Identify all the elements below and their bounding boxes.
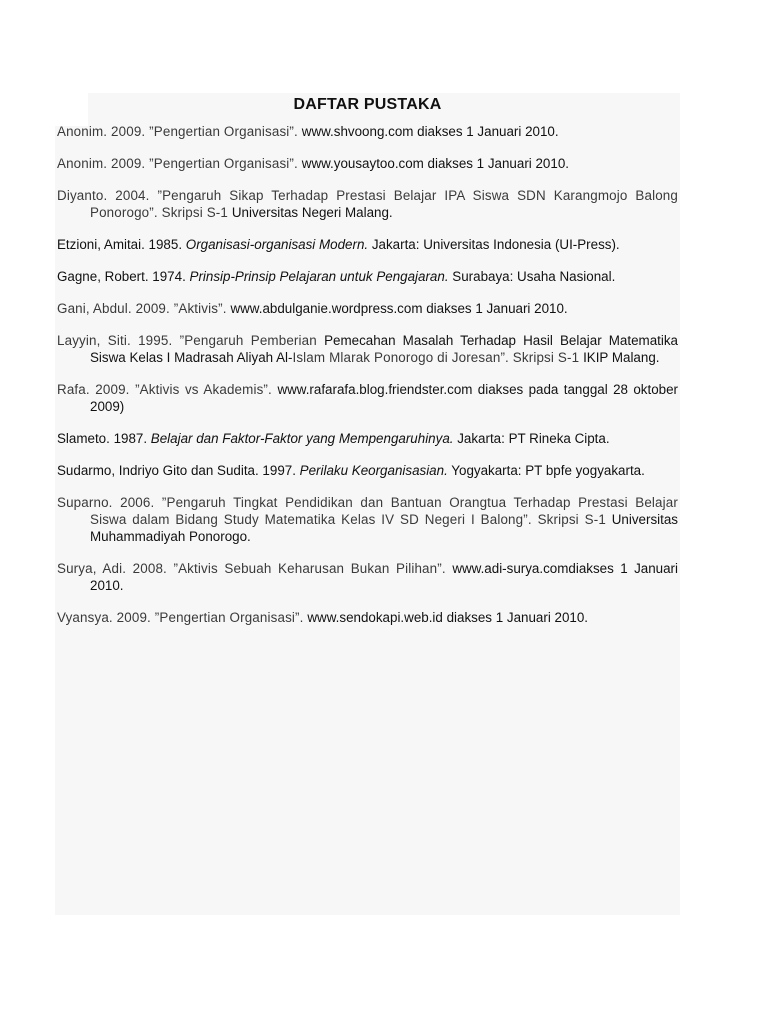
reference-item xyxy=(57,155,678,172)
reference-text: Diyanto. 2004. ”Pengaruh Sikap Terhadap Prestasi Belajar IPA Siswa SDN Karangmojo Balong Ponorogo”. Skripsi S-1 xyxy=(57,188,678,220)
reference-text: Sudarmo, Indriyo Gito dan Sudita. 1997. xyxy=(57,463,300,478)
reference-text: Pemecahan Masalah Terhadap Hasil Belajar Matematika Siswa Kelas I Madrasah Aliyah Al- xyxy=(90,333,678,365)
reference-text: Anonim. 2009. ”Pengertian Organisasi”. xyxy=(57,156,302,171)
reference-text: Perilaku Keorganisasian. xyxy=(299,463,448,478)
reference-text: Etzioni, Amitai. 1985. xyxy=(57,237,186,252)
reference-text: Anonim. 2009. ”Pengertian Organisasi”. xyxy=(57,124,302,139)
reference-item xyxy=(57,430,678,447)
reference-item xyxy=(57,236,678,253)
reference-text: Surabaya: Usaha Nasional. xyxy=(448,269,616,284)
reference-text: Universitas Negeri Malang. xyxy=(231,205,393,220)
reference-text: Yogyakarta: PT bpfe yogyakarta. xyxy=(447,463,645,478)
page-title: DAFTAR PUSTAKA xyxy=(293,96,442,113)
reference-text: www.adi-surya.comdiakses 1 Januari 2010. xyxy=(90,561,678,593)
reference-text: Suparno. 2006. ”Pengaruh Tingkat Pendidikan dan Bantuan Orangtua Terhadap Prestasi Belajar Siswa dalam Bidang Study Matematika Kelas IV SD Negeri I Balong”. Skripsi S-1 xyxy=(57,495,678,527)
reference-item xyxy=(57,123,678,140)
reference-text: Islam Mlarak Ponorogo di Joresan”. Skripsi S-1 xyxy=(292,350,584,365)
reference-item xyxy=(57,381,678,415)
reference-text: Universitas Muhammadiyah Ponorogo. xyxy=(90,512,678,544)
reference-item xyxy=(57,560,678,594)
reference-text: Rafa. 2009. ”Aktivis vs Akademis”. xyxy=(57,382,278,397)
reference-text: IKIP Malang. xyxy=(583,350,660,365)
reference-text: Surya, Adi. 2008. ”Aktivis Sebuah Keharusan Bukan Pilihan”. xyxy=(57,561,453,576)
reference-text: Layyin, Siti. 1995. ”Pengaruh Pemberian xyxy=(57,333,325,348)
reference-text: Gagne, Robert. 1974. xyxy=(57,269,190,284)
reference-text: Organisasi-organisasi Modern. xyxy=(185,237,369,252)
reference-text: www.sendokapi.web.id diakses 1 Januari 2010. xyxy=(307,610,589,625)
reference-item xyxy=(57,300,678,317)
reference-text: Belajar dan Faktor-Faktor yang Mempengaruhinya. xyxy=(150,431,454,446)
document-content xyxy=(57,93,678,641)
reference-item xyxy=(57,494,678,545)
reference-item xyxy=(57,609,678,626)
reference-text: Vyansya. 2009. ”Pengertian Organisasi”. xyxy=(57,610,308,625)
reference-text: Gani, Abdul. 2009. ”Aktivis”. xyxy=(57,301,231,316)
reference-text: www.rafarafa.blog.friendster.com diakses pada tanggal 28 oktober 2009) xyxy=(90,382,679,414)
reference-item xyxy=(57,268,678,285)
reference-text: www.shvoong.com diakses 1 Januari 2010. xyxy=(301,124,559,139)
reference-text: www.yousaytoo.com diakses 1 Januari 2010. xyxy=(301,156,569,171)
reference-text: Jakarta: Universitas Indonesia (UI-Press). xyxy=(368,237,620,252)
reference-item xyxy=(57,187,678,221)
reference-text: www.abdulganie.wordpress.com diakses 1 Januari 2010. xyxy=(230,301,568,316)
reference-item xyxy=(57,462,678,479)
reference-text: Jakarta: PT Rineka Cipta. xyxy=(453,431,610,446)
reference-item xyxy=(57,332,678,366)
reference-text: Slameto. 1987. xyxy=(57,431,151,446)
reference-text: Prinsip-Prinsip Pelajaran untuk Pengajaran. xyxy=(189,269,449,284)
reference-list xyxy=(57,123,678,626)
